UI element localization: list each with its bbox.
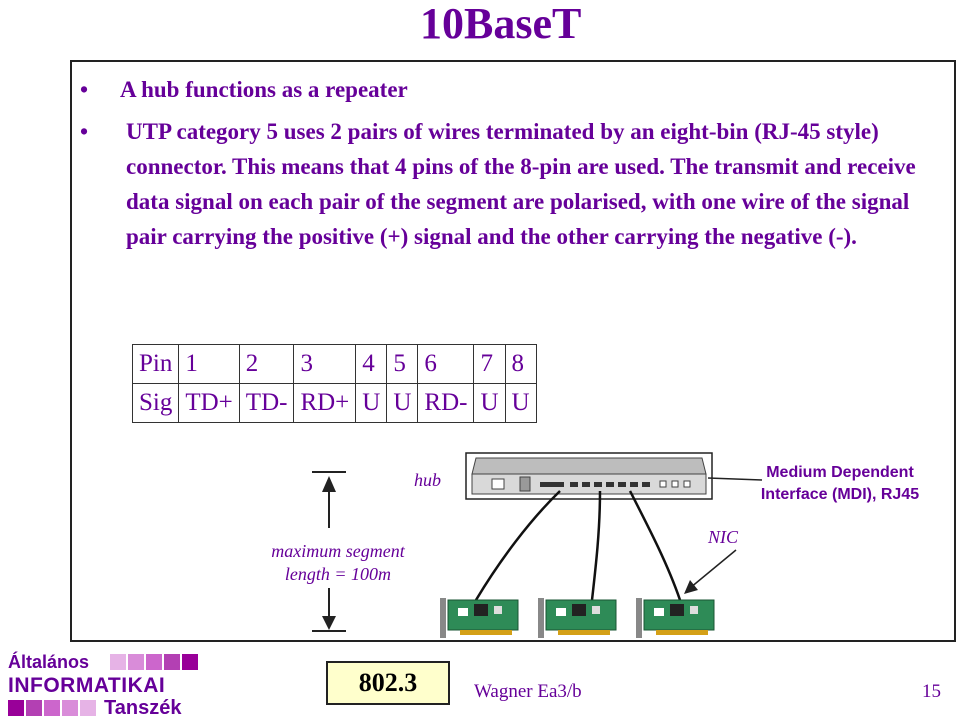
nic-card-3 <box>636 598 714 638</box>
logo-squares-top <box>110 654 200 670</box>
table-cell: RD- <box>418 384 474 423</box>
table-cell: RD+ <box>294 384 356 423</box>
table-cell: TD- <box>239 384 294 423</box>
bullet-marker: • <box>80 77 89 102</box>
logo-squares-bottom <box>8 700 102 716</box>
nic-card-1 <box>440 598 518 638</box>
table-cell: 2 <box>239 345 294 384</box>
page-number: 15 <box>922 681 941 702</box>
table-cell: U <box>387 384 418 423</box>
hub-device <box>466 453 712 499</box>
segment-label-line2: length = 100m <box>284 564 392 584</box>
standard-box: 802.3 <box>326 661 450 705</box>
table-cell: U <box>505 384 536 423</box>
table-cell: 4 <box>356 345 387 384</box>
table-cell: 8 <box>505 345 536 384</box>
table-cell: TD+ <box>179 384 239 423</box>
logo-line1: Általános <box>8 652 90 672</box>
table-cell: 1 <box>179 345 239 384</box>
table-cell: Pin <box>133 345 179 384</box>
table-cell: 6 <box>418 345 474 384</box>
nic-arrow <box>684 550 736 594</box>
nic-card-2 <box>538 598 616 638</box>
table-cell: 7 <box>474 345 505 384</box>
bullet-text-1: A hub functions as a repeater <box>120 77 408 102</box>
cable-3 <box>630 491 680 600</box>
footer-author: Wagner Ea3/b <box>474 681 582 702</box>
segment-label-line1: maximum segment <box>271 541 405 561</box>
slide-title: 10BaseT <box>420 0 582 48</box>
bullet-marker: • <box>80 119 89 144</box>
mdi-label-line2: Interface (MDI), RJ45 <box>760 486 920 503</box>
cable-2 <box>592 491 600 600</box>
bullet-text-2: UTP category 5 uses 2 pairs of wires terminated by an eight-bin (RJ-45 style) connector. This means that 4 pins of the 8-pin are used. The transmit and receive data signal on each pair of the segment are polarised, with one wire of the signal pair carrying the positive (+) signal and the other carrying the negative (-). <box>126 119 916 249</box>
mdi-label <box>745 462 935 506</box>
logo-line2: INFORMATIKAI <box>8 674 166 697</box>
logo-line3: Tanszék <box>104 697 182 719</box>
segment-label <box>258 540 418 586</box>
mdi-label-line1: Medium Dependent <box>766 464 914 481</box>
table-cell: 3 <box>294 345 356 384</box>
table-cell: 5 <box>387 345 418 384</box>
cable-1 <box>476 491 560 600</box>
table-cell: U <box>356 384 387 423</box>
table-cell: U <box>474 384 505 423</box>
nic-label: NIC <box>708 527 739 547</box>
table-cell: Sig <box>133 384 179 423</box>
hub-label: hub <box>414 470 441 490</box>
